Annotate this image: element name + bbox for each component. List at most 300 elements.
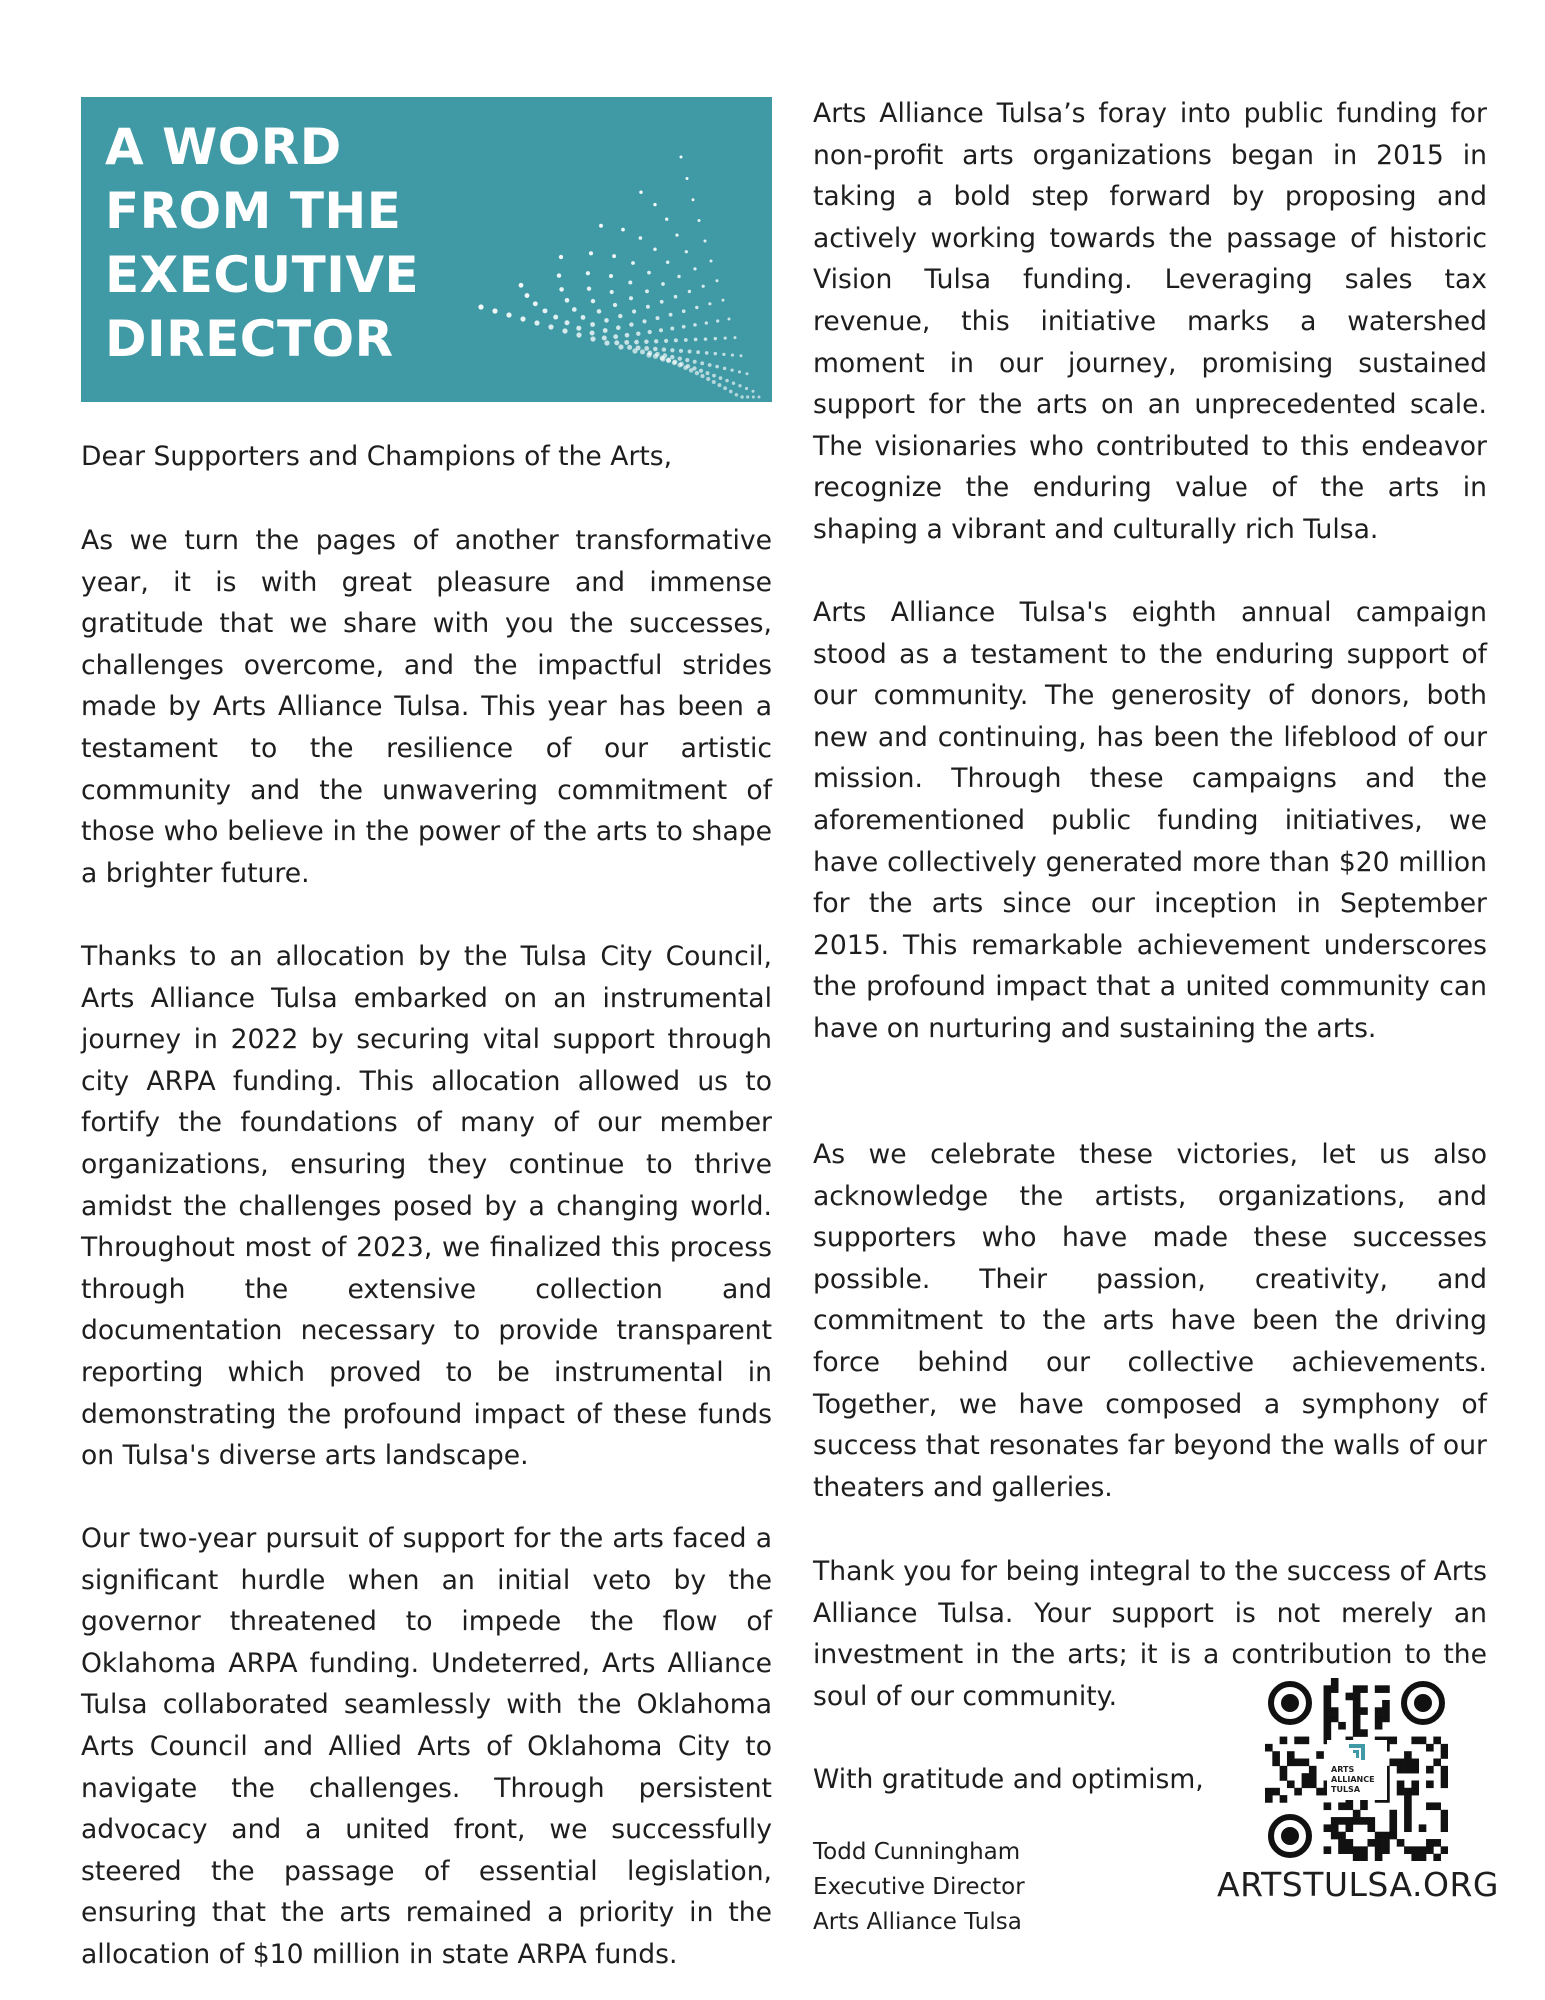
- qr-module: [1375, 1707, 1383, 1715]
- decorative-dot: [628, 281, 632, 285]
- decorative-dot: [738, 384, 741, 387]
- qr-module: [1287, 1780, 1295, 1788]
- decorative-dot: [734, 336, 737, 339]
- qr-module: [1397, 1759, 1405, 1767]
- decorative-dot: [716, 319, 719, 322]
- qr-module: [1346, 1846, 1354, 1854]
- qr-module: [1404, 1817, 1412, 1825]
- decorative-dot: [712, 374, 716, 378]
- arts-alliance-logo-icon: [1327, 1740, 1387, 1764]
- website-url[interactable]: ARTSTULSA.ORG: [1217, 1865, 1499, 1904]
- decorative-dot: [589, 251, 593, 255]
- decorative-dot: [525, 293, 530, 298]
- signature-title: Executive Director: [813, 1874, 1025, 1900]
- decorative-dot: [629, 322, 633, 326]
- qr-module: [1331, 1817, 1339, 1825]
- qr-module: [1382, 1685, 1390, 1693]
- qr-module: [1404, 1810, 1412, 1818]
- decorative-dot: [716, 279, 719, 282]
- decorative-dot: [715, 365, 719, 369]
- decorative-dot: [710, 260, 713, 263]
- qr-module: [1280, 1766, 1288, 1774]
- qr-module: [1419, 1846, 1427, 1854]
- banner-title-line: DIRECTOR: [105, 310, 394, 368]
- qr-module: [1411, 1788, 1419, 1796]
- qr-module: [1331, 1685, 1339, 1693]
- decorative-dot: [699, 369, 703, 373]
- decorative-dot: [576, 332, 581, 337]
- qr-module: [1411, 1759, 1419, 1767]
- decorative-dot: [680, 156, 683, 159]
- decorative-dot: [679, 349, 683, 353]
- decorative-dot: [686, 177, 689, 180]
- qr-module: [1302, 1773, 1310, 1781]
- decorative-dot: [682, 309, 686, 313]
- decorative-dot: [675, 233, 678, 236]
- qr-module: [1331, 1832, 1339, 1840]
- decorative-dot: [740, 354, 743, 357]
- qr-module: [1404, 1846, 1412, 1854]
- signature-organization: Arts Alliance Tulsa: [813, 1909, 1022, 1935]
- banner-title-line: A WORD: [105, 118, 342, 176]
- qr-module: [1353, 1693, 1361, 1701]
- qr-module: [1346, 1839, 1354, 1847]
- qr-module: [1411, 1766, 1419, 1774]
- qr-module: [1353, 1700, 1361, 1708]
- qr-finder-center: [1281, 1694, 1299, 1712]
- decorative-dot: [632, 348, 637, 353]
- qr-module: [1338, 1722, 1346, 1730]
- decorative-dot: [639, 190, 642, 193]
- qr-module: [1353, 1715, 1361, 1723]
- qr-module: [1360, 1707, 1368, 1715]
- decorative-dot: [723, 386, 727, 390]
- qr-module: [1338, 1846, 1346, 1854]
- decorative-dot: [565, 298, 570, 303]
- decorative-dot: [639, 236, 643, 240]
- banner-title-line: EXECUTIVE: [105, 246, 420, 304]
- qr-module: [1375, 1854, 1383, 1861]
- qr-module: [1324, 1707, 1332, 1715]
- decorative-dot: [644, 339, 649, 344]
- qr-module: [1346, 1693, 1354, 1701]
- qr-module: [1433, 1737, 1441, 1745]
- decorative-dot: [627, 345, 632, 350]
- qr-module: [1375, 1839, 1383, 1847]
- qr-module: [1324, 1824, 1332, 1832]
- decorative-dot: [752, 395, 755, 398]
- decorative-dot: [597, 309, 602, 314]
- decorative-dot: [618, 344, 623, 349]
- qr-module: [1272, 1751, 1280, 1759]
- qr-module: [1353, 1707, 1361, 1715]
- qr-logo: [1327, 1740, 1387, 1800]
- qr-module: [1419, 1824, 1427, 1832]
- body-paragraph: Arts Alliance Tulsa's eighth annual campaign stood as a testament to the enduring support of our community. The generosity of donors, both new and continuing, has been the lifeblood of our mission. Through these campaigns and the aforementioned public funding initiatives, we have collectively generated more than $20 million for the arts since our inception in September 2015. This remarkable achievement underscores the profound impact that a united community can have on nurturing and sustaining the arts.: [813, 597, 1487, 1044]
- signature-name: Todd Cunningham: [813, 1839, 1021, 1865]
- qr-module: [1324, 1846, 1332, 1854]
- qr-module: [1360, 1846, 1368, 1854]
- qr-module: [1309, 1780, 1317, 1788]
- qr-module: [1346, 1824, 1354, 1832]
- decorative-dot: [644, 346, 649, 351]
- decorative-dot: [666, 261, 669, 264]
- qr-module: [1294, 1759, 1302, 1767]
- qr-module: [1353, 1846, 1361, 1854]
- decorative-dot: [653, 347, 658, 352]
- decorative-dot: [653, 248, 657, 252]
- decorative-dot: [732, 381, 735, 384]
- qr-module: [1280, 1795, 1288, 1803]
- decorative-dot: [661, 282, 665, 286]
- decorative-dot: [653, 354, 658, 359]
- decorative-dot: [572, 307, 577, 312]
- qr-module: [1324, 1700, 1332, 1708]
- decorative-dot: [590, 322, 595, 327]
- qr-module: [1375, 1722, 1383, 1730]
- decorative-dot: [624, 340, 629, 345]
- qr-module: [1433, 1759, 1441, 1767]
- qr-module: [1324, 1802, 1332, 1810]
- qr-module: [1346, 1817, 1354, 1825]
- decorative-dot: [700, 361, 704, 365]
- qr-module: [1397, 1780, 1405, 1788]
- qr-module: [1353, 1854, 1361, 1861]
- decorative-dot: [591, 299, 595, 303]
- decorative-dot: [618, 314, 622, 318]
- qr-module: [1389, 1824, 1397, 1832]
- qr-module: [1302, 1759, 1310, 1767]
- decorative-dot: [653, 203, 656, 206]
- decorative-dot: [645, 289, 649, 293]
- qr-module: [1441, 1810, 1448, 1818]
- decorative-dot: [629, 296, 633, 300]
- decorative-dot: [478, 304, 483, 309]
- decorative-dot: [722, 353, 725, 356]
- decorative-dot: [642, 319, 646, 323]
- qr-module: [1411, 1737, 1419, 1745]
- decorative-dot: [674, 338, 678, 342]
- qr-logo-text: ARTS: [1331, 1765, 1355, 1774]
- decorative-dot: [678, 356, 682, 360]
- qr-module: [1404, 1788, 1412, 1796]
- decorative-dot: [613, 334, 618, 339]
- salutation: Dear Supporters and Champions of the Arts,: [81, 441, 673, 472]
- decorative-dot: [706, 377, 710, 381]
- decorative-dot: [648, 330, 652, 334]
- body-paragraph: Arts Alliance Tulsa’s foray into public funding for non-profit arts organizations began in 2015 in taking a bold step forward by proposing and actively working towards the passage of historic Vision Tulsa funding. Leveraging sales tax revenue, this initiative marks a watershed moment in our journey, promising sustained support for the arts on an unprecedented scale. The visionaries who contributed to this endeavor recognize the enduring value of the arts in shaping a vibrant and culturally rich Tulsa.: [813, 98, 1487, 545]
- decorative-dot: [672, 360, 677, 365]
- qr-finder-center: [1414, 1694, 1432, 1712]
- qr-module: [1382, 1846, 1390, 1854]
- decorative-dot: [696, 350, 700, 354]
- qr-module: [1353, 1729, 1361, 1737]
- qr-module: [1411, 1846, 1419, 1854]
- qr-module: [1360, 1685, 1368, 1693]
- decorative-dot: [677, 275, 680, 278]
- qr-finder-center: [1281, 1827, 1299, 1845]
- qr-module: [1404, 1751, 1412, 1759]
- qr-module: [1309, 1766, 1317, 1774]
- decorative-dot: [693, 360, 697, 364]
- decorative-dot: [646, 305, 650, 309]
- decorative-dot: [745, 387, 748, 390]
- body-paragraph: As we turn the pages of another transformative year, it is with great pleasure and immense gratitude that we share with you the successes, challenges overcome, and the impactful strides made by Arts Alliance Tulsa. This year has been a testament to the resilience of our artistic community and the unwavering commitment of those who believe in the power of the arts to shape a brighter future.: [81, 525, 772, 889]
- decorative-dot: [692, 198, 695, 201]
- header-banner: [81, 97, 772, 402]
- qr-module: [1353, 1722, 1361, 1730]
- decorative-dot: [724, 337, 727, 340]
- decorative-dot: [602, 335, 607, 340]
- decorative-dot: [609, 274, 613, 278]
- decorative-dot: [704, 240, 707, 243]
- qr-module: [1302, 1780, 1310, 1788]
- qr-module: [1324, 1729, 1332, 1737]
- qr-module: [1338, 1839, 1346, 1847]
- qr-module: [1331, 1707, 1339, 1715]
- qr-module: [1353, 1817, 1361, 1825]
- qr-module: [1441, 1780, 1448, 1788]
- qr-module: [1360, 1817, 1368, 1825]
- decorative-dot: [752, 390, 755, 393]
- qr-module: [1411, 1780, 1419, 1788]
- decorative-dot: [616, 325, 621, 330]
- qr-module: [1426, 1839, 1434, 1847]
- decorative-dot: [722, 299, 725, 302]
- body-paragraph: Our two-year pursuit of support for the arts faced a significant hurdle when an initial veto by the governor threatened to impede the flow of Oklahoma ARPA funding. Undeterred, Arts Alliance Tulsa collaborated seamlessly with the Oklahoma Arts Council and Allied Arts of Oklahoma City to navigate the challenges. Through persistent advocacy and a united front, we successfully steered the passage of essential legislation, ensuring that the arts remained a priority in the allocation of $10 million in state ARPA funds.: [81, 1523, 772, 1970]
- qr-module: [1265, 1744, 1273, 1752]
- qr-module: [1433, 1854, 1441, 1861]
- qr-module: [1367, 1817, 1375, 1825]
- decorative-dot: [632, 309, 636, 313]
- decorative-dot: [705, 321, 708, 324]
- qr-module: [1375, 1685, 1383, 1693]
- body-paragraph: As we celebrate these victories, let us also acknowledge the artists, organizations, and supporters who have made these successes possible. Their passion, creativity, and commitment to the arts have been the driving force behind our collective achievements. Together, we have composed a symphony of success that resonates far beyond the walls of our theaters and galleries.: [813, 1139, 1487, 1503]
- qr-module: [1294, 1737, 1302, 1745]
- qr-module: [1382, 1839, 1390, 1847]
- decorative-dot: [758, 396, 761, 399]
- qr-module: [1338, 1832, 1346, 1840]
- qr-module: [1382, 1715, 1390, 1723]
- decorative-dot: [660, 356, 665, 361]
- decorative-dot: [565, 320, 570, 325]
- qr-module: [1404, 1824, 1412, 1832]
- qr-module: [1367, 1824, 1375, 1832]
- decorative-dot: [719, 376, 723, 380]
- banner-title-line: FROM THE: [105, 182, 402, 240]
- qr-logo-text: ALLIANCE: [1331, 1775, 1375, 1784]
- qr-module: [1367, 1839, 1375, 1847]
- decorative-dot: [634, 340, 639, 345]
- decorative-dot: [712, 380, 716, 384]
- decorative-dot: [492, 308, 497, 313]
- decorative-dot: [640, 349, 645, 354]
- decorative-dot: [674, 295, 678, 299]
- decorative-dot: [590, 336, 595, 341]
- qr-module: [1389, 1832, 1397, 1840]
- qr-module: [1265, 1788, 1273, 1796]
- qr-module: [1353, 1810, 1361, 1818]
- decorative-dot: [610, 290, 614, 294]
- qr-module: [1389, 1759, 1397, 1767]
- qr-module: [1404, 1759, 1412, 1767]
- decorative-dot: [683, 365, 688, 370]
- decorative-dot: [548, 324, 553, 329]
- decorative-dot: [688, 350, 692, 354]
- decorative-dot: [708, 302, 711, 305]
- decorative-dot: [519, 283, 524, 288]
- qr-module: [1426, 1766, 1434, 1774]
- decorative-dot: [738, 370, 741, 373]
- decorative-dot: [735, 393, 739, 397]
- decorative-dot: [553, 315, 558, 320]
- decorative-dot: [669, 313, 673, 317]
- qr-module: [1426, 1744, 1434, 1752]
- qr-module: [1375, 1715, 1383, 1723]
- qr-module: [1382, 1700, 1390, 1708]
- decorative-dot: [728, 318, 731, 321]
- decorative-dot: [670, 355, 674, 359]
- decorative-dot: [654, 339, 658, 343]
- qr-module: [1404, 1766, 1412, 1774]
- decorative-dot: [543, 308, 548, 313]
- decorative-dot: [636, 331, 640, 335]
- qr-module: [1441, 1817, 1448, 1825]
- decorative-dot: [557, 273, 561, 277]
- qr-module: [1265, 1795, 1273, 1803]
- decorative-dot: [614, 340, 619, 345]
- qr-module: [1441, 1846, 1448, 1854]
- decorative-dot: [613, 303, 617, 307]
- qr-module: [1389, 1817, 1397, 1825]
- decorative-dot: [659, 328, 663, 332]
- decorative-dot: [581, 315, 586, 320]
- qr-module: [1426, 1802, 1434, 1810]
- decorative-dot: [662, 347, 666, 351]
- qr-module: [1287, 1759, 1295, 1767]
- decorative-dot: [693, 323, 697, 327]
- decorative-dot: [682, 325, 686, 329]
- qr-module: [1280, 1737, 1288, 1745]
- qr-module: [1280, 1773, 1288, 1781]
- qr-module: [1375, 1846, 1383, 1854]
- qr-module: [1433, 1802, 1441, 1810]
- qr-module: [1397, 1766, 1405, 1774]
- decorative-dot: [576, 326, 581, 331]
- decorative-dot: [694, 338, 698, 342]
- decorative-dot: [693, 267, 696, 270]
- qr-module: [1382, 1707, 1390, 1715]
- decorative-dot: [729, 390, 733, 394]
- decorative-dot: [685, 250, 688, 253]
- qr-module: [1302, 1737, 1310, 1745]
- qr-module: [1404, 1795, 1412, 1803]
- decorative-dot: [660, 300, 664, 304]
- decorative-dot: [714, 337, 717, 340]
- decorative-dot: [604, 318, 609, 323]
- decorative-dot: [746, 372, 749, 375]
- qr-module: [1353, 1685, 1361, 1693]
- decorative-dot: [730, 368, 733, 371]
- decorative-dot: [647, 271, 651, 275]
- banner-title: [105, 115, 419, 371]
- closing-line: With gratitude and optimism,: [813, 1764, 1204, 1795]
- decorative-dot: [695, 306, 698, 309]
- qr-logo-text: TULSA: [1331, 1785, 1361, 1794]
- qr-code[interactable]: [1265, 1678, 1448, 1861]
- decorative-dot: [562, 328, 567, 333]
- qr-module: [1331, 1824, 1339, 1832]
- decorative-dot: [666, 358, 671, 363]
- qr-module: [1389, 1810, 1397, 1818]
- decorative-dot: [587, 287, 591, 291]
- qr-module: [1397, 1839, 1405, 1847]
- decorative-dot: [621, 228, 625, 232]
- qr-module: [1294, 1788, 1302, 1796]
- decorative-dot: [506, 312, 511, 317]
- decorative-dot: [684, 338, 688, 342]
- decorative-dot: [590, 331, 595, 336]
- decorative-dot: [670, 348, 674, 352]
- decorative-dot: [603, 328, 608, 333]
- qr-module: [1309, 1773, 1317, 1781]
- qr-module: [1360, 1802, 1368, 1810]
- qr-module: [1411, 1854, 1419, 1861]
- decorative-dot: [688, 290, 691, 293]
- decorative-dot: [625, 333, 630, 338]
- decorative-dot: [746, 395, 749, 398]
- decorative-dot: [708, 363, 712, 367]
- decorative-dot: [604, 340, 609, 345]
- decorative-dot: [718, 383, 722, 387]
- qr-module: [1272, 1759, 1280, 1767]
- qr-module: [1324, 1685, 1332, 1693]
- qr-module: [1382, 1832, 1390, 1840]
- decorative-dot: [677, 363, 682, 368]
- decorative-dot: [665, 218, 668, 221]
- decorative-dot: [705, 351, 709, 355]
- qr-module: [1360, 1854, 1368, 1861]
- qr-module: [1426, 1780, 1434, 1788]
- decorative-dot: [700, 374, 704, 378]
- qr-module: [1287, 1751, 1295, 1759]
- decorative-dot: [740, 395, 743, 398]
- decorative-dot: [612, 254, 616, 258]
- decorative-dot: [704, 337, 708, 341]
- qr-module: [1346, 1802, 1354, 1810]
- decorative-dot: [559, 287, 564, 292]
- body-paragraph: Thank you for being integral to the success of Arts Alliance Tulsa. Your support is not merely an investment in the arts; it is a contribution to the soul of our community.: [813, 1556, 1487, 1712]
- qr-module: [1419, 1737, 1427, 1745]
- decorative-dot: [695, 371, 699, 375]
- qr-module: [1441, 1766, 1448, 1774]
- qr-module: [1331, 1715, 1339, 1723]
- decorative-dot: [698, 219, 701, 222]
- qr-module: [1375, 1832, 1383, 1840]
- qr-module: [1441, 1824, 1448, 1832]
- decorative-dot: [725, 379, 729, 383]
- decorative-dot: [656, 316, 660, 320]
- qr-module: [1331, 1678, 1339, 1686]
- qr-module: [1441, 1751, 1448, 1759]
- decorative-dot: [731, 354, 734, 357]
- decorative-dot: [670, 327, 674, 331]
- qr-module: [1441, 1773, 1448, 1781]
- qr-module: [1404, 1802, 1412, 1810]
- decorative-dot: [664, 339, 668, 343]
- body-paragraph: Thanks to an allocation by the Tulsa City Council, Arts Alliance Tulsa embarked on an instrumental journey in 2022 by securing vital support through city ARPA funding. This allocation allowed us to fortify the foundations of many of our member organizations, ensuring they continue to thrive amidst the challenges posed by a changing world. Throughout most of 2023, we finalized this process through the extensive collection and documentation necessary to provide transparent reporting which proved to be instrumental in demonstrating the profound impact of these funds on Tulsa's diverse arts landscape.: [81, 941, 772, 1472]
- decorative-dot: [599, 224, 603, 228]
